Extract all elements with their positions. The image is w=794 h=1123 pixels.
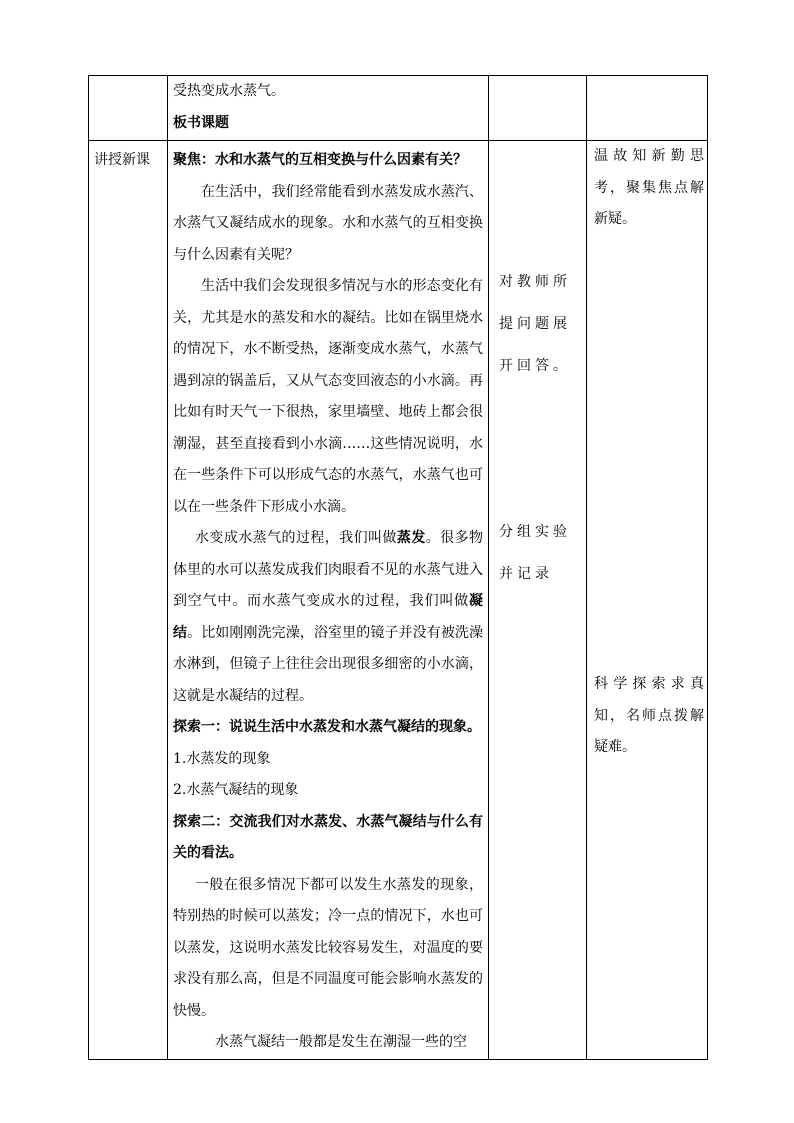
text-run: 。很多物体里的水可以蒸发成我们肉眼看不见的水蒸气进入到空气中。而水蒸气变成水的过程，我们叫做 (173, 530, 484, 609)
paragraph: 在生活中，我们经常能看到水蒸发成水蒸汽、水蒸气又凝结成水的现象。水和水蒸气的互相变换与什么因素有关呢？ (173, 183, 483, 263)
paragraph: 一般在很多情况下都可以发生水蒸发的现象，特别热的时候可以蒸发；冷一点的情况下，水也可以蒸发，这说明水蒸发比较容易发生，对温度的要求没有那么高，但是不同温度可能会影响水蒸发的快慢。 (173, 876, 483, 1019)
table-row (89, 76, 708, 141)
paragraph (173, 523, 483, 712)
text-run: 水变成水蒸气的过程，我们叫做 (195, 530, 397, 546)
design-intent-cell-empty (587, 76, 708, 141)
stage-cell-empty (89, 76, 168, 141)
student-activity-cell-empty (489, 76, 587, 141)
explore-two-heading: 探索二：交流我们对水蒸发、水蒸气凝结与什么有关的看法。 (173, 813, 483, 861)
list-item: 1.水蒸发的现象 (173, 750, 271, 767)
table-row (89, 141, 708, 1060)
stage-cell (89, 141, 168, 1060)
list-item: 2.水蒸气凝结的现象 (173, 782, 299, 798)
student-activity-text: 分组实验并记录 (499, 524, 571, 582)
stage-label: 讲授新课 (94, 152, 150, 168)
paragraph: 生活中我们会发现很多情况与水的形态变化有关，尤其是水的蒸发和水的凝结。比如在锅里烧水的情况下，水不断受热，逐渐变成水蒸气，水蒸气遇到凉的锅盖后，又从气态变回液态的小水滴。再比如有时天气一下很热，家里墙壁、地砖上都会很潮湿，甚至直接看到小水滴……这些情况说明，水在一些条件下可以形成气态的水蒸气，水蒸气也可以在一些条件下形成小水滴。 (173, 278, 483, 515)
board-title-label: 板书课题 (173, 114, 229, 131)
design-intent-cell (587, 141, 708, 1060)
design-intent-text: 科学探索求真知，名师点拨解疑难。 (594, 676, 704, 755)
design-intent-text: 温故知新勤思考，聚集焦点解新疑。 (594, 148, 704, 227)
explore-one-heading: 探索一：说说生活中水蒸发和水蒸气凝结的现象。 (173, 719, 481, 735)
lesson-plan-table (88, 75, 708, 1060)
content-cell (168, 141, 489, 1060)
paragraph: 水蒸气凝结一般都是发生在潮湿一些的空 (215, 1034, 467, 1050)
content-line: 受热变成水蒸气。 (173, 83, 285, 99)
term-evaporation: 蒸发 (396, 530, 426, 546)
student-activity-text: 对教师所提问题展开回答。 (499, 274, 571, 374)
focus-title: 聚焦：水和水蒸气的互相变换与什么因素有关？ (173, 152, 467, 168)
content-cell (168, 76, 489, 141)
student-activity-cell (489, 141, 587, 1060)
text-run: 。比如刚刚洗完澡，浴室里的镜子并没有被洗澡水淋到，但镜子上往往会出现很多细密的小水滴，这就是水凝结的过程。 (173, 624, 484, 704)
term-condensation: 凝结 (173, 593, 483, 641)
